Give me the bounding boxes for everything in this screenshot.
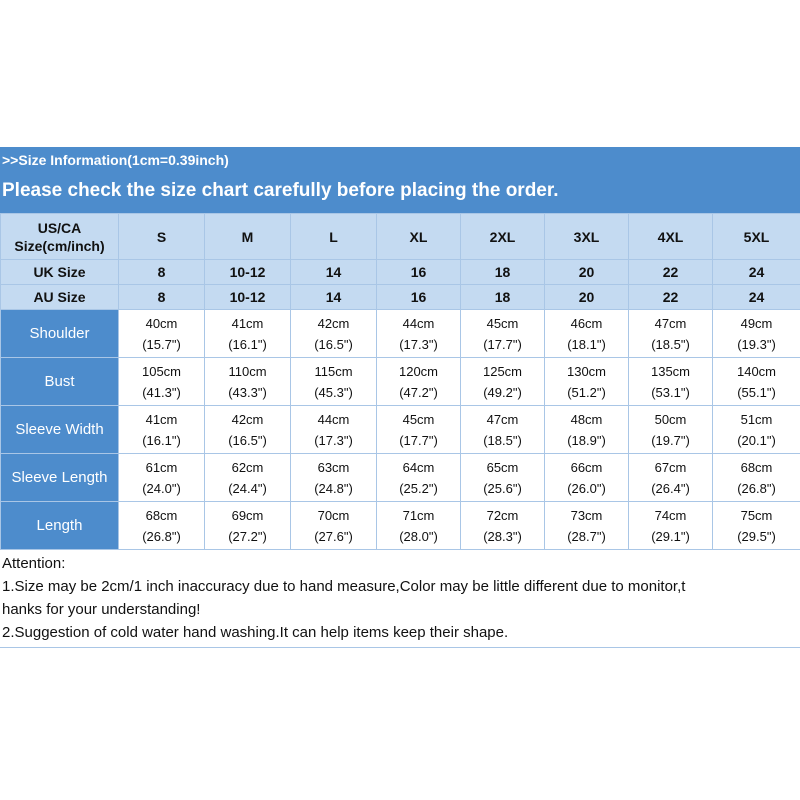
cm-value: 67cm	[654, 459, 687, 475]
measurement-cell	[545, 502, 629, 550]
table-row	[1, 454, 800, 502]
inch-value: (28.3")	[483, 528, 522, 544]
size-cell: 24	[713, 285, 800, 310]
cm-value: 73cm	[570, 507, 603, 523]
cm-value: 47cm	[486, 411, 519, 427]
cm-value: 71cm	[402, 507, 435, 523]
cm-value: 44cm	[317, 411, 350, 427]
cm-value: 45cm	[486, 315, 519, 331]
cm-value: 68cm	[740, 459, 773, 475]
note-line: 1.Size may be 2cm/1 inch inaccuracy due to hand measure,Color may be little different due to monitor,t	[2, 578, 686, 595]
size-cell: 10-12	[205, 285, 291, 310]
measurement-cell	[205, 502, 291, 550]
inch-value: (43.3")	[228, 384, 267, 400]
inch-value: (26.0")	[567, 480, 606, 496]
measurement-cell	[713, 310, 800, 358]
measurement-cell	[545, 310, 629, 358]
cm-value: 75cm	[740, 507, 773, 523]
cm-value: 46cm	[570, 315, 603, 331]
measurement-cell	[119, 358, 205, 406]
inch-value: (27.2")	[228, 528, 267, 544]
inch-value: (16.1")	[142, 432, 181, 448]
table-row	[1, 310, 800, 358]
size-cell: 14	[291, 285, 377, 310]
measurement-cell	[461, 502, 545, 550]
measurement-cell	[713, 358, 800, 406]
size-cell: 16	[377, 260, 461, 285]
inch-value: (15.7")	[142, 336, 181, 352]
inch-value: (51.2")	[567, 384, 606, 400]
inch-value: (41.3")	[142, 384, 181, 400]
inch-value: (45.3")	[314, 384, 353, 400]
size-cell: 20	[545, 285, 629, 310]
size-cell: 5XL	[713, 214, 800, 260]
cm-value: 61cm	[145, 459, 178, 475]
inch-value: (49.2")	[483, 384, 522, 400]
inch-value: (24.0")	[142, 480, 181, 496]
measurement-cell	[461, 310, 545, 358]
cm-value: 69cm	[231, 507, 264, 523]
cm-value: 51cm	[740, 411, 773, 427]
measurement-cell	[545, 406, 629, 454]
measurement-cell	[377, 310, 461, 358]
measurement-cell	[629, 310, 713, 358]
cm-value: 110cm	[228, 363, 267, 379]
size-cell: L	[291, 214, 377, 260]
size-cell: M	[205, 214, 291, 260]
inch-value: (28.7")	[567, 528, 606, 544]
inch-value: (29.5")	[737, 528, 776, 544]
inch-value: (27.6")	[314, 528, 353, 544]
size-cell: 24	[713, 260, 800, 285]
cm-value: 49cm	[740, 315, 773, 331]
size-chart	[0, 147, 800, 648]
measurement-cell	[291, 502, 377, 550]
inch-value: (26.8")	[142, 528, 181, 544]
au-size-row	[1, 285, 800, 310]
measurement-cell	[377, 406, 461, 454]
inch-value: (53.1")	[651, 384, 690, 400]
cm-value: 40cm	[145, 315, 178, 331]
cm-value: 47cm	[654, 315, 687, 331]
size-cell: 2XL	[461, 214, 545, 260]
us-ca-label-line2: Size(cm/inch)	[14, 237, 105, 254]
inch-value: (19.3")	[737, 336, 776, 352]
size-cell: S	[119, 214, 205, 260]
size-cell: 18	[461, 285, 545, 310]
inch-value: (18.5")	[651, 336, 690, 352]
size-cell: 14	[291, 260, 377, 285]
inch-value: (47.2")	[399, 384, 438, 400]
cm-value: 42cm	[231, 411, 264, 427]
cm-value: 66cm	[570, 459, 603, 475]
size-cell: 22	[629, 285, 713, 310]
cm-value: 65cm	[486, 459, 519, 475]
measurement-cell	[713, 454, 800, 502]
measurement-cell	[291, 358, 377, 406]
size-cell: 8	[119, 260, 205, 285]
measurement-cell	[119, 310, 205, 358]
inch-value: (24.4")	[228, 480, 267, 496]
inch-value: (24.8")	[314, 480, 353, 496]
attention-heading: Attention:	[2, 555, 66, 572]
cm-value: 45cm	[402, 411, 435, 427]
inch-value: (18.1")	[567, 336, 606, 352]
size-cell: 20	[545, 260, 629, 285]
inch-value: (17.3")	[314, 432, 353, 448]
cm-value: 42cm	[317, 315, 350, 331]
size-cell: 3XL	[545, 214, 629, 260]
measurement-cell	[291, 406, 377, 454]
table-row	[1, 502, 800, 550]
inch-value: (17.7")	[399, 432, 438, 448]
cm-value: 63cm	[317, 459, 350, 475]
note-line: 2.Suggestion of cold water hand washing.It can help items keep their shape.	[2, 624, 509, 641]
inch-value: (19.7")	[651, 432, 690, 448]
measurement-label: Sleeve Length	[1, 454, 119, 502]
inch-value: (16.1")	[228, 336, 267, 352]
measurement-cell	[629, 454, 713, 502]
cm-value: 140cm	[736, 363, 777, 379]
cm-value: 130cm	[566, 363, 607, 379]
measurement-cell	[205, 454, 291, 502]
cm-value: 41cm	[231, 315, 264, 331]
size-cell: 16	[377, 285, 461, 310]
inch-value: (18.9")	[567, 432, 606, 448]
us-ca-size-row	[1, 214, 800, 260]
inch-value: (18.5")	[483, 432, 522, 448]
us-ca-label-line1: US/CA	[37, 219, 82, 236]
measurement-label: Sleeve Width	[1, 406, 119, 454]
measurement-cell	[461, 454, 545, 502]
cm-value: 50cm	[654, 411, 687, 427]
measurement-cell	[545, 454, 629, 502]
measurement-cell	[629, 406, 713, 454]
inch-value: (16.5")	[228, 432, 267, 448]
inch-value: (17.7")	[483, 336, 522, 352]
divider	[0, 647, 800, 648]
measurement-label: Shoulder	[1, 310, 119, 358]
measurement-cell	[377, 502, 461, 550]
measurement-cell	[119, 454, 205, 502]
cm-value: 72cm	[486, 507, 519, 523]
inch-value: (20.1")	[737, 432, 776, 448]
cm-value: 74cm	[654, 507, 687, 523]
cm-value: 70cm	[317, 507, 350, 523]
check-size-banner: Please check the size chart carefully before placing the order.	[0, 173, 800, 213]
measurement-cell	[291, 454, 377, 502]
inch-value: (26.8")	[737, 480, 776, 496]
inch-value: (55.1")	[737, 384, 776, 400]
measurement-cell	[119, 502, 205, 550]
size-info-banner: >>Size Information(1cm=0.39inch)	[0, 147, 800, 173]
cm-value: 48cm	[570, 411, 603, 427]
cm-value: 68cm	[145, 507, 178, 523]
inch-value: (25.2")	[399, 480, 438, 496]
measurement-label: Length	[1, 502, 119, 550]
cm-value: 120cm	[398, 363, 439, 379]
us-ca-size-label	[1, 214, 119, 260]
inch-value: (25.6")	[483, 480, 522, 496]
measurement-cell	[205, 358, 291, 406]
au-size-label: AU Size	[1, 285, 119, 310]
measurement-cell	[545, 358, 629, 406]
cm-value: 135cm	[650, 363, 691, 379]
cm-value: 105cm	[141, 363, 182, 379]
inch-value: (26.4")	[651, 480, 690, 496]
measurement-cell	[629, 502, 713, 550]
size-cell: 22	[629, 260, 713, 285]
measurement-cell	[205, 310, 291, 358]
measurement-cell	[205, 406, 291, 454]
size-cell: XL	[377, 214, 461, 260]
cm-value: 41cm	[145, 411, 178, 427]
inch-value: (28.0")	[399, 528, 438, 544]
measurement-cell	[119, 406, 205, 454]
cm-value: 64cm	[402, 459, 435, 475]
size-cell: 10-12	[205, 260, 291, 285]
measurement-cell	[461, 406, 545, 454]
size-cell: 8	[119, 285, 205, 310]
inch-value: (17.3")	[399, 336, 438, 352]
measurement-label: Bust	[1, 358, 119, 406]
attention-notes	[0, 550, 800, 644]
measurement-cell	[713, 502, 800, 550]
inch-value: (29.1")	[651, 528, 690, 544]
measurement-cell	[461, 358, 545, 406]
cm-value: 125cm	[482, 363, 523, 379]
uk-size-row	[1, 260, 800, 285]
size-cell: 18	[461, 260, 545, 285]
measurement-cell	[377, 454, 461, 502]
cm-value: 44cm	[402, 315, 435, 331]
measurement-cell	[629, 358, 713, 406]
size-cell: 4XL	[629, 214, 713, 260]
measurement-cell	[291, 310, 377, 358]
measurement-cell	[377, 358, 461, 406]
size-table	[0, 213, 800, 550]
cm-value: 115cm	[314, 363, 353, 379]
note-line: hanks for your understanding!	[2, 601, 201, 618]
cm-value: 62cm	[231, 459, 264, 475]
table-row	[1, 358, 800, 406]
measurement-cell	[713, 406, 800, 454]
table-row	[1, 406, 800, 454]
inch-value: (16.5")	[314, 336, 353, 352]
uk-size-label: UK Size	[1, 260, 119, 285]
